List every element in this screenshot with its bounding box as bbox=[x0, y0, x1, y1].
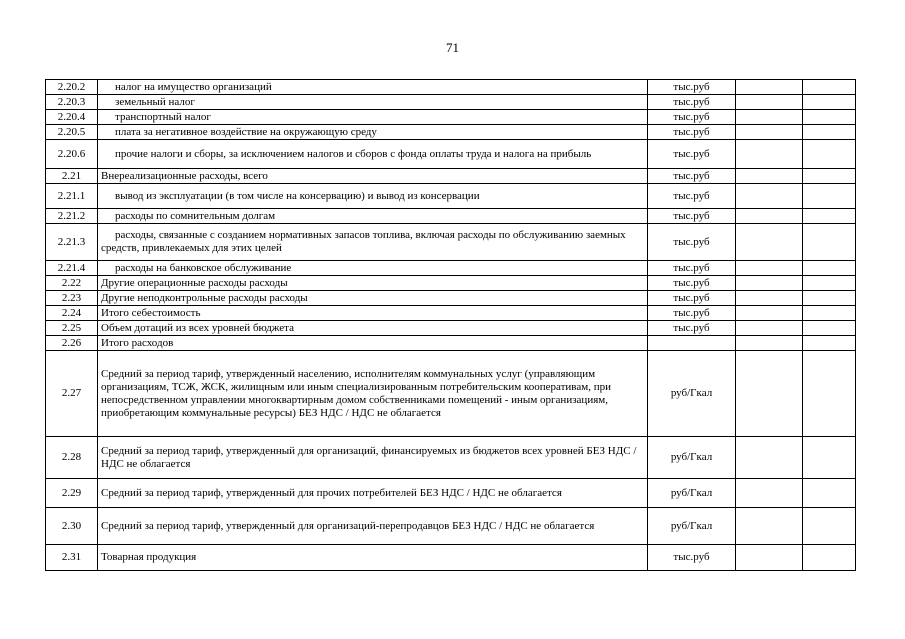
value-cell bbox=[803, 336, 856, 351]
value-cell bbox=[736, 437, 803, 479]
row-name: Товарная продукция bbox=[98, 545, 648, 571]
value-cell bbox=[736, 95, 803, 110]
row-number: 2.23 bbox=[46, 291, 98, 306]
value-cell bbox=[803, 140, 856, 169]
row-unit: тыс.руб bbox=[648, 140, 736, 169]
row-name: прочие налоги и сборы, за исключением налогов и сборов с фонда оплаты труда и налога на прибыль bbox=[98, 140, 648, 169]
row-number: 2.20.4 bbox=[46, 110, 98, 125]
value-cell bbox=[803, 321, 856, 336]
table-row bbox=[46, 169, 856, 184]
row-number: 2.30 bbox=[46, 508, 98, 545]
row-unit: руб/Гкал bbox=[648, 437, 736, 479]
value-cell bbox=[803, 261, 856, 276]
row-unit: тыс.руб bbox=[648, 545, 736, 571]
row-name: Итого расходов bbox=[98, 336, 648, 351]
row-number: 2.21.1 bbox=[46, 184, 98, 209]
row-unit: тыс.руб bbox=[648, 169, 736, 184]
table-row bbox=[46, 276, 856, 291]
row-name: Объем дотаций из всех уровней бюджета bbox=[98, 321, 648, 336]
row-name: Средний за период тариф, утвержденный для прочих потребителей БЕЗ НДС / НДС не облагается bbox=[98, 479, 648, 508]
table-row bbox=[46, 140, 856, 169]
table-row bbox=[46, 545, 856, 571]
value-cell bbox=[736, 276, 803, 291]
row-name: Внереализационные расходы, всего bbox=[98, 169, 648, 184]
row-unit: тыс.руб bbox=[648, 184, 736, 209]
row-unit: тыс.руб bbox=[648, 110, 736, 125]
table-row bbox=[46, 224, 856, 261]
value-cell bbox=[803, 169, 856, 184]
value-cell bbox=[736, 351, 803, 437]
value-cell bbox=[736, 261, 803, 276]
cost-table bbox=[45, 79, 856, 571]
value-cell bbox=[803, 545, 856, 571]
row-name: расходы по сомнительным долгам bbox=[98, 209, 648, 224]
value-cell bbox=[736, 321, 803, 336]
row-unit: тыс.руб bbox=[648, 125, 736, 140]
value-cell bbox=[803, 351, 856, 437]
row-number: 2.21.4 bbox=[46, 261, 98, 276]
value-cell bbox=[803, 80, 856, 95]
row-unit: руб/Гкал bbox=[648, 351, 736, 437]
value-cell bbox=[736, 110, 803, 125]
row-unit bbox=[648, 336, 736, 351]
row-number: 2.20.6 bbox=[46, 140, 98, 169]
row-unit: тыс.руб bbox=[648, 321, 736, 336]
table-row bbox=[46, 351, 856, 437]
value-cell bbox=[736, 169, 803, 184]
value-cell bbox=[736, 224, 803, 261]
value-cell bbox=[736, 209, 803, 224]
row-number: 2.24 bbox=[46, 306, 98, 321]
row-number: 2.21.3 bbox=[46, 224, 98, 261]
row-number: 2.27 bbox=[46, 351, 98, 437]
row-name: вывод из эксплуатации (в том числе на консервацию) и вывод из консервации bbox=[98, 184, 648, 209]
page-number: 71 bbox=[446, 40, 459, 55]
row-name: плата за негативное воздействие на окружающую среду bbox=[98, 125, 648, 140]
row-name: налог на имущество организаций bbox=[98, 80, 648, 95]
value-cell bbox=[736, 125, 803, 140]
table-row bbox=[46, 80, 856, 95]
value-cell bbox=[803, 224, 856, 261]
table-row bbox=[46, 479, 856, 508]
table-row bbox=[46, 306, 856, 321]
row-unit: тыс.руб bbox=[648, 80, 736, 95]
value-cell bbox=[736, 80, 803, 95]
row-name: Другие операционные расходы расходы bbox=[98, 276, 648, 291]
value-cell bbox=[736, 184, 803, 209]
row-name: Другие неподконтрольные расходы расходы bbox=[98, 291, 648, 306]
value-cell bbox=[803, 276, 856, 291]
row-name: Средний за период тариф, утвержденный для организаций, финансируемых из бюджетов всех уровней БЕЗ НДС / НДС не облагается bbox=[98, 437, 648, 479]
row-unit: тыс.руб bbox=[648, 224, 736, 261]
value-cell bbox=[736, 545, 803, 571]
table-row bbox=[46, 184, 856, 209]
row-name: транспортный налог bbox=[98, 110, 648, 125]
value-cell bbox=[803, 125, 856, 140]
value-cell bbox=[803, 184, 856, 209]
value-cell bbox=[736, 140, 803, 169]
table-row bbox=[46, 291, 856, 306]
table-row bbox=[46, 110, 856, 125]
table-row bbox=[46, 437, 856, 479]
row-unit: тыс.руб bbox=[648, 209, 736, 224]
value-cell bbox=[803, 306, 856, 321]
row-name: Средний за период тариф, утвержденный населению, исполнителям коммунальных услуг (управляющим организациям, ТСЖ, ЖСК, жилищным или иным специализированным потребительским кооперативам, при непосредственном управлении многоквартирным домом собственниками помещений - иным организациям, приобретающим коммунальные ресурсы) БЕЗ НДС / НДС не облагается bbox=[98, 351, 648, 437]
value-cell bbox=[736, 336, 803, 351]
value-cell bbox=[736, 508, 803, 545]
row-unit: руб/Гкал bbox=[648, 508, 736, 545]
value-cell bbox=[736, 479, 803, 508]
row-unit: руб/Гкал bbox=[648, 479, 736, 508]
row-number: 2.20.3 bbox=[46, 95, 98, 110]
row-name: Средний за период тариф, утвержденный для организаций-перепродавцов БЕЗ НДС / НДС не облагается bbox=[98, 508, 648, 545]
row-name: Итого себестоимость bbox=[98, 306, 648, 321]
row-unit: тыс.руб bbox=[648, 276, 736, 291]
row-number: 2.28 bbox=[46, 437, 98, 479]
row-number: 2.21.2 bbox=[46, 209, 98, 224]
table-row bbox=[46, 95, 856, 110]
value-cell bbox=[803, 110, 856, 125]
row-unit: тыс.руб bbox=[648, 306, 736, 321]
value-cell bbox=[803, 437, 856, 479]
row-number: 2.20.2 bbox=[46, 80, 98, 95]
value-cell bbox=[803, 508, 856, 545]
value-cell bbox=[803, 95, 856, 110]
row-name: расходы на банковское обслуживание bbox=[98, 261, 648, 276]
value-cell bbox=[803, 479, 856, 508]
row-number: 2.22 bbox=[46, 276, 98, 291]
row-name: расходы, связанные с созданием нормативных запасов топлива, включая расходы по обслуживанию заемных средств, привлекаемых для этих целей bbox=[98, 224, 648, 261]
row-number: 2.29 bbox=[46, 479, 98, 508]
row-name: земельный налог bbox=[98, 95, 648, 110]
table-row bbox=[46, 508, 856, 545]
table-row bbox=[46, 125, 856, 140]
row-number: 2.21 bbox=[46, 169, 98, 184]
row-number: 2.31 bbox=[46, 545, 98, 571]
row-number: 2.25 bbox=[46, 321, 98, 336]
row-unit: тыс.руб bbox=[648, 261, 736, 276]
row-number: 2.20.5 bbox=[46, 125, 98, 140]
value-cell bbox=[736, 306, 803, 321]
value-cell bbox=[803, 291, 856, 306]
row-unit: тыс.руб bbox=[648, 291, 736, 306]
table-row bbox=[46, 336, 856, 351]
value-cell bbox=[736, 291, 803, 306]
table-row bbox=[46, 209, 856, 224]
row-unit: тыс.руб bbox=[648, 95, 736, 110]
table-row bbox=[46, 321, 856, 336]
table-row bbox=[46, 261, 856, 276]
row-number: 2.26 bbox=[46, 336, 98, 351]
value-cell bbox=[803, 209, 856, 224]
